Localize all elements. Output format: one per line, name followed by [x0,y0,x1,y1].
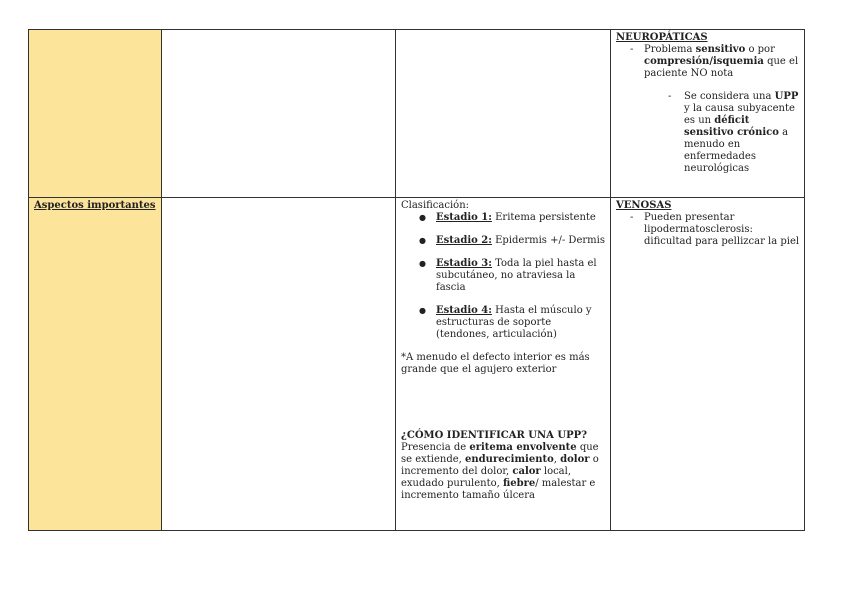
stage-label: Estadio 3: [436,258,492,269]
stage-label: Estadio 4: [436,305,492,316]
list-item: - Pueden presentar lipodermatosclerosis: dificultad para pellizcar la piel [616,212,800,248]
bold-text: eritema envolvente [469,442,577,453]
stage-text: Eritema persistente [491,212,596,223]
text: a menudo en enfermedades neurológicas [684,127,789,174]
venous-heading: VENOSAS [616,200,672,211]
venous-cell [611,198,805,531]
bold-text: endurecimiento [465,454,554,465]
neuropathic-sublist [644,91,800,175]
row-label-cell [29,198,162,531]
howto-text [401,442,606,502]
venous-list [616,212,800,248]
classification-label: Clasificación: [401,200,470,211]
list-item [644,91,800,175]
howto-title: ¿CÓMO IDENTIFICAR UNA UPP? [401,430,588,441]
text: o incremento del dolor, [401,454,599,477]
stage-label: Estadio 2: [436,235,492,246]
text: Presencia de [401,442,470,453]
text: y la causa subyacente es un [684,103,795,126]
list-item [616,44,800,175]
stage-item [401,212,606,224]
text: Problema [644,44,696,55]
empty-cell [162,198,396,531]
stage-item [401,305,606,341]
text: , [553,454,561,465]
stage-item [401,258,606,294]
stage-label: Estadio 1: [436,212,492,223]
stage-text: Hasta el músculo y estructuras de soporte (tendones, articulación) [436,305,592,340]
defect-note: *A menudo el defecto interior es más grande que el agujero exterior [401,352,590,375]
empty-cell [396,30,611,198]
table-row [29,198,805,531]
text: Se considera una [684,91,775,102]
table-row [29,30,805,198]
bold-text: sensitivo [695,44,746,55]
text: que el paciente NO nota [644,56,799,79]
bold-text: fiebre [502,478,536,489]
text: que se extiende, [401,442,599,465]
bold-text: calor [512,466,541,477]
text: o por [745,44,775,55]
classification-cell [396,198,611,531]
empty-cell [162,30,396,198]
neuropathic-list [616,44,800,175]
stage-text: Toda la piel hasta el subcutáneo, no atraviesa la fascia [436,258,597,293]
row-label: Aspectos importantes [34,200,156,211]
neuropathic-cell [611,30,805,198]
bold-text: compresión/isquemia [644,56,764,67]
bold-text: déficit sensitivo crónico [684,115,779,138]
bold-text: dolor [560,454,590,465]
bold-text: UPP [774,91,799,102]
text: local, exudado purulento, [401,466,572,489]
stage-list [401,212,606,341]
notes-table [28,29,805,531]
neuropathic-heading: NEUROPÁTICAS [616,32,708,43]
row-label-cell [29,30,162,198]
stage-item [401,235,606,247]
stage-text: Epidermis +/- Dermis [491,235,605,246]
text: / malestar e incremento tamaño úlcera [401,478,596,501]
